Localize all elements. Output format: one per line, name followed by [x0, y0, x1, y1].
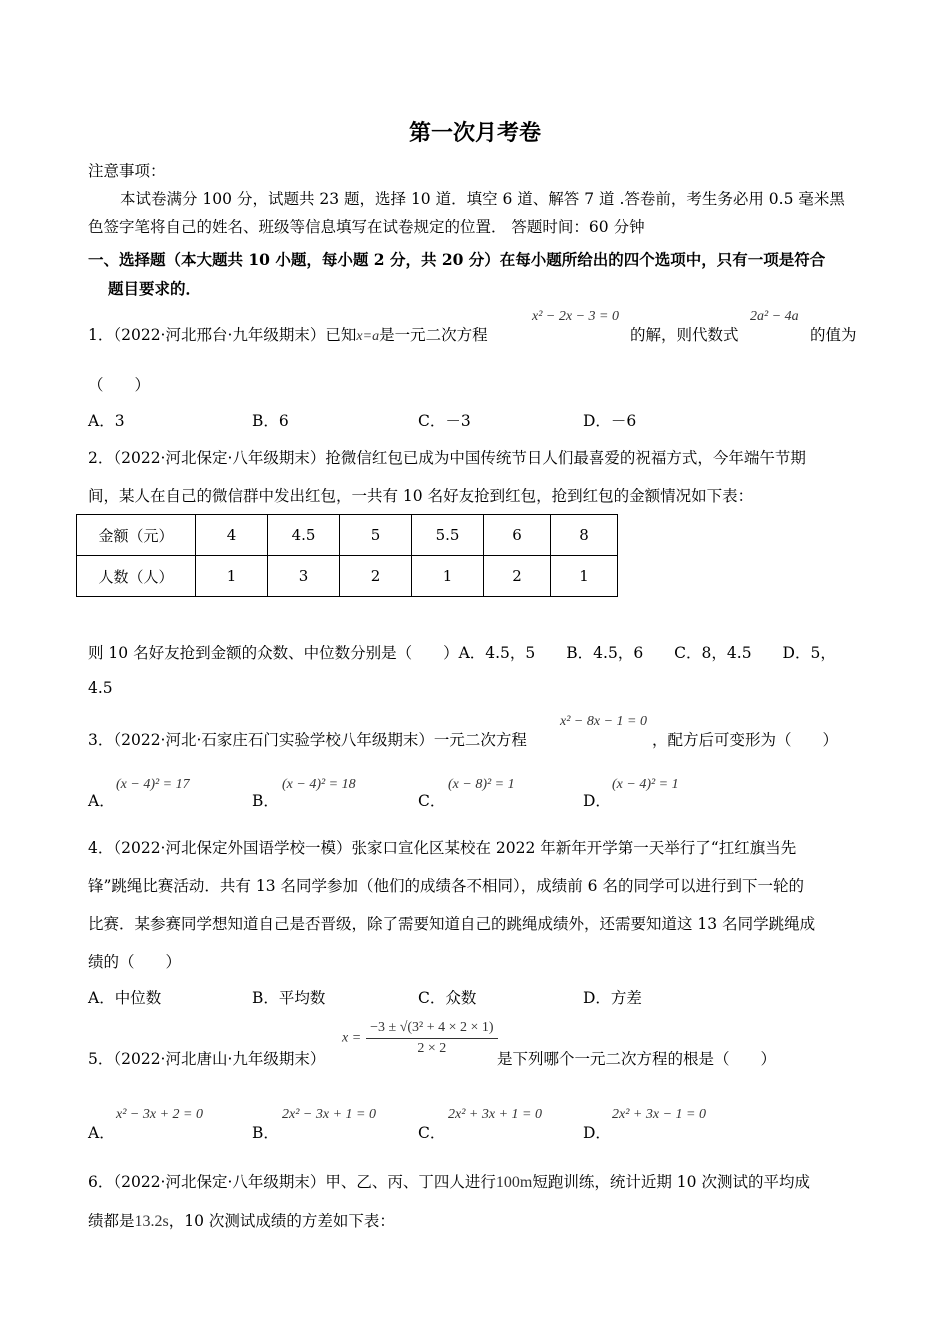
table-cell: 4: [196, 515, 268, 556]
q4-option-a: A．中位数: [88, 989, 162, 1007]
q4-line-3: 比赛．某参赛同学想知道自己是否晋级，除了需要知道自己的跳绳成绩外，还需要知道这 13 名同学跳绳成: [88, 915, 816, 933]
notice-line-1: 本试卷满分 100 分，试题共 23 题，选择 10 道．填空 6 道、解答 7 道 .答卷前，考生务必用 0.5 毫米黑: [120, 190, 845, 208]
q3-option-d-expr: (x − 4)² = 1: [612, 777, 679, 792]
q4-line-4: 绩的（ ）: [88, 953, 182, 971]
q6-prefix: 6．（2022·河北保定·八年级期末）甲、乙、丙、丁四人进行: [88, 1173, 496, 1191]
question-1: [88, 323, 488, 345]
q5-prefix: 5．（2022·河北唐山·九年级期末）: [88, 1050, 326, 1068]
table-cell: 8: [551, 515, 618, 556]
q2-line-3: 则 10 名好友抢到金额的众数、中位数分别是（ ）A．4.5，5 B．4.5，6 C．8，4.5 D．5，: [88, 644, 836, 662]
q1-mid: 是一元二次方程: [379, 326, 488, 344]
q4-line-1: 4．（2022·河北保定外国语学校一模）张家口宣化区某校在 2022 年新年开学第一天举行了“扛红旗当先: [88, 839, 797, 857]
q3-option-b-expr: (x − 4)² = 18: [282, 777, 356, 792]
q6-distance: 100m: [495, 1174, 533, 1191]
q6-line2-suffix: ，10 次测试成绩的方差如下表：: [168, 1212, 395, 1230]
q5-option-b-expr: 2x² − 3x + 1 = 0: [282, 1107, 376, 1122]
table-cell: 2: [340, 556, 412, 597]
q6-mid: 短跑训练，统计近期 10 次测试的平均成: [532, 1173, 810, 1191]
table-cell: 5.5: [412, 515, 484, 556]
table-cell: 5: [340, 515, 412, 556]
q5-fraction: [366, 1020, 497, 1057]
q5-option-c-label: C．: [418, 1124, 446, 1142]
q4-option-c: C．众数: [418, 989, 477, 1007]
q2-line-2: 间，某人在自己的微信群中发出红包，一共有 10 名好友抢到红包，抢到红包的金额情况如下表：: [88, 487, 754, 505]
q1-option-a: A．3: [88, 412, 125, 430]
q5-option-d-label: D．: [583, 1124, 611, 1142]
q1-equation: x² − 2x − 3 = 0: [532, 309, 619, 324]
notice-line-2: 色签字笔将自己的姓名、班级等信息填写在试卷规定的位置． 答题时间：60 分钟: [88, 218, 645, 236]
q5-formula: [342, 1020, 498, 1057]
q3-suffix: ，配方后可变形为（ ）: [652, 731, 839, 749]
table-row: [77, 556, 618, 597]
q3-prefix: 3．（2022·河北·石家庄石门实验学校八年级期末）一元二次方程: [88, 731, 527, 749]
q5-numerator: −3 ± √(3² + 4 × 2 × 1): [366, 1020, 497, 1039]
table-cell: 4.5: [268, 515, 340, 556]
q5-option-a-expr: x² − 3x + 2 = 0: [116, 1107, 203, 1122]
q6-line-2: [88, 1209, 395, 1231]
q3-equation: x² − 8x − 1 = 0: [560, 714, 647, 729]
q2-line-4: 4.5: [88, 679, 113, 697]
table-cell: 1: [551, 556, 618, 597]
table-cell: 金额（元）: [77, 515, 196, 556]
q5-option-c-expr: 2x² + 3x + 1 = 0: [448, 1107, 542, 1122]
q1-option-b: B．6: [252, 412, 289, 430]
section-heading-line-1: 一、选择题（本大题共 10 小题，每小题 2 分，共 20 分）在每小题所给出的四个选项中，只有一项是符合: [88, 250, 826, 269]
table-cell: 1: [196, 556, 268, 597]
table-cell: 2: [484, 556, 551, 597]
table-cell: 1: [412, 556, 484, 597]
table-cell: 6: [484, 515, 551, 556]
q5-option-d-expr: 2x² + 3x − 1 = 0: [612, 1107, 706, 1122]
q6-line2-prefix: 绩都是: [88, 1212, 135, 1230]
q3-option-b-label: B．: [252, 792, 279, 810]
q4-line-2: 锋”跳绳比赛活动．共有 13 名同学参加（他们的成绩各不相同），成绩前 6 名的同学可以进行到下一轮的: [88, 877, 804, 895]
q3-option-d-label: D．: [583, 792, 611, 810]
q3-option-a-label: A．: [88, 792, 115, 810]
q5-suffix: 是下列哪个一元二次方程的根是（ ）: [497, 1050, 777, 1068]
q3-option-a-expr: (x − 4)² = 17: [116, 777, 190, 792]
q5-option-a-label: A．: [88, 1124, 115, 1142]
q5-denominator: 2 × 2: [417, 1041, 447, 1056]
q1-option-d: D．－6: [583, 412, 637, 430]
q5-lhs: x =: [342, 1030, 362, 1046]
q4-option-d: D．方差: [583, 989, 642, 1007]
q1-var: x=a: [356, 329, 380, 344]
notice-heading: 注意事项：: [88, 162, 166, 180]
q1-option-c: C．－3: [418, 412, 471, 430]
q5-option-b-label: B．: [252, 1124, 279, 1142]
q1-expression: 2a² − 4a: [750, 309, 799, 324]
section-heading-line-2: 题目要求的．: [108, 279, 202, 298]
q1-prefix: 1．（2022·河北邢台·九年级期末）已知: [88, 326, 357, 344]
table-cell: 3: [268, 556, 340, 597]
q3-option-c-label: C．: [418, 792, 446, 810]
q3-option-c-expr: (x − 8)² = 1: [448, 777, 515, 792]
q2-line-1: 2．（2022·河北保定·八年级期末）抢微信红包已成为中国传统节日人们最喜爱的祝福方式，今年端午节期: [88, 449, 806, 467]
table-cell: 人数（人）: [77, 556, 196, 597]
q1-answer-paren: （ ）: [88, 376, 151, 394]
red-packet-table: [76, 514, 618, 597]
q1-suffix: 的值为: [810, 326, 857, 344]
q4-option-b: B．平均数: [252, 989, 326, 1007]
table-row: [77, 515, 618, 556]
page-title: 第一次月考卷: [408, 120, 541, 146]
q6-time: 13.2s: [134, 1213, 169, 1230]
q6-line-1: [88, 1170, 810, 1192]
q1-mid2: 的解，则代数式: [630, 326, 739, 344]
